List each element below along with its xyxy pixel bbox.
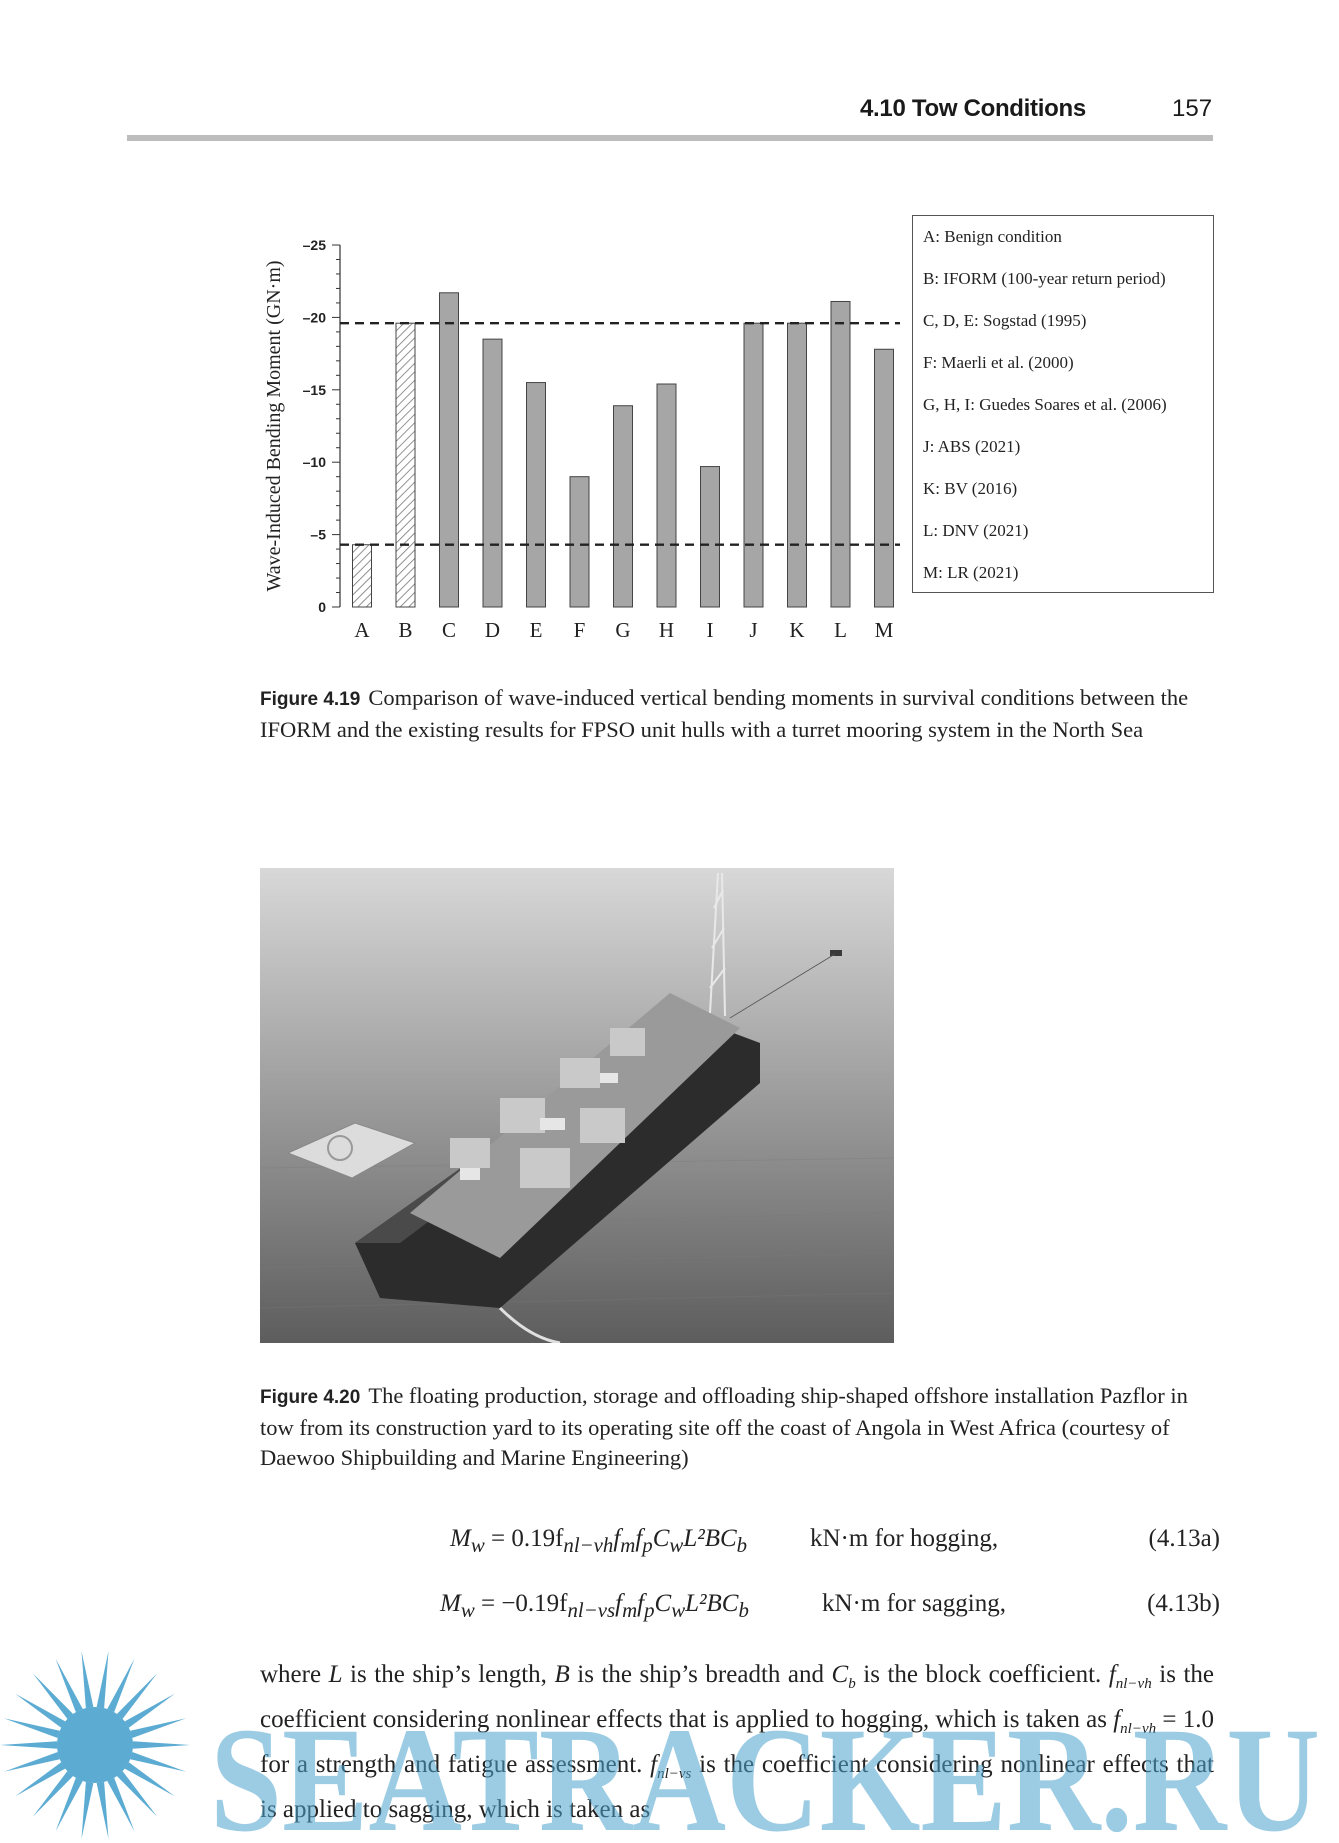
y-tick-label: –5 <box>310 526 326 543</box>
sun-ray-icon <box>4 1718 60 1738</box>
x-tick-label: C <box>441 618 457 642</box>
legend-item: L: DNV (2021) <box>923 521 1029 540</box>
running-header-section: 4.10 Tow Conditions <box>860 95 1086 122</box>
legend-item: K: BV (2016) <box>923 479 1018 498</box>
sun-ray-icon <box>97 1782 109 1839</box>
x-tick-label: A <box>354 618 370 642</box>
x-tick-label: B <box>398 618 413 642</box>
caption-text: The floating production, storage and offloading ship-shaped offshore installation Pazflor in tow from its construction yard to its operating site off the coast of Angola in West Africa (courtesy of Daewoo Shipbuilding and Marine Engineering) <box>260 1383 1188 1470</box>
sun-ray-icon <box>133 1741 190 1749</box>
equation-expression: $M_w = -0.19f_{nl-vs}f_mf_pC_wL^2BC_b$ <box>440 1590 749 1622</box>
sun-ray-icon <box>81 1651 93 1708</box>
bar-j <box>744 323 763 607</box>
sun-ray-icon <box>97 1651 109 1708</box>
y-tick-label: –25 <box>302 237 326 253</box>
equation-4-13a <box>440 1525 1220 1559</box>
legend-item: A: Benign condition <box>923 227 1062 246</box>
page-number: 157 <box>1172 95 1213 122</box>
x-tick-label: H <box>658 618 675 642</box>
x-tick-label: J <box>749 618 758 642</box>
y-tick-label: 0 <box>318 599 326 615</box>
figure-label: Figure 4.20 <box>260 1387 361 1408</box>
x-tick-label: M <box>874 618 894 642</box>
legend-item: J: ABS (2021) <box>923 437 1021 456</box>
sun-ray-icon <box>0 1741 57 1749</box>
y-tick-label: –20 <box>302 309 326 326</box>
legend-item: F: Maerli et al. (2000) <box>923 353 1074 372</box>
bar-d <box>483 339 502 607</box>
figure-4-20-caption <box>260 1381 1216 1473</box>
bar-k <box>788 323 807 607</box>
legend-item: G, H, I: Guedes Soares et al. (2006) <box>923 395 1167 414</box>
bar-l <box>831 301 850 607</box>
x-tick-label: G <box>615 618 631 642</box>
bar-i <box>701 467 720 607</box>
x-tick-label: F <box>573 618 586 642</box>
body-paragraph: where L is the ship’s length, B is the ship’s breadth and $C_b$ is the block coefficient. $f_{nl-vh}$ is the coefficient considering nonlinear effects that is applied to hogging, which is taken as $f_{nl-vh} = 1.0$ for a strength and fatigue assessment. $f_{nl-vs}$ is the coefficient considering nonlinear effects that is applied to sagging, which is taken as <box>260 1661 1214 1823</box>
caption-text: Comparison of wave-induced vertical bending moments in survival conditions between the IFORM and the existing results for FPSO unit hulls with a turret mooring system in the North Sea <box>260 685 1189 742</box>
legend-item: M: LR (2021) <box>923 563 1019 582</box>
bar-f <box>570 477 589 607</box>
watermark-text: SEATRACKER.RU <box>210 1697 1320 1843</box>
fpso-photo <box>260 868 894 1343</box>
bar-g <box>614 406 633 607</box>
bar-e <box>527 383 546 607</box>
bar-b <box>396 323 415 607</box>
x-tick-label: E <box>529 618 543 642</box>
y-tick-label: –15 <box>302 381 326 398</box>
x-tick-label: D <box>484 618 501 642</box>
equation-number: (4.13a) <box>1148 1525 1220 1552</box>
sun-disc-icon <box>57 1707 133 1783</box>
bar-h <box>657 384 676 607</box>
header-rule <box>127 135 1213 141</box>
y-axis-label: Wave-Induced Bending Moment (GN·m) <box>263 260 285 592</box>
sun-ray-icon <box>4 1752 60 1772</box>
figure-label: Figure 4.19 <box>260 689 361 710</box>
bending-moment-bar-chart <box>250 205 910 645</box>
x-tick-label: L <box>834 618 847 642</box>
sun-ray-icon <box>130 1718 186 1738</box>
equation-expression: $M_w = 0.19f_{nl-vh}f_mf_pC_wL^2BC_b$ <box>450 1525 748 1557</box>
bar-c <box>440 293 459 607</box>
seatracker-watermark <box>0 1630 1339 1843</box>
bar-m <box>875 349 894 607</box>
x-tick-label: I <box>706 618 714 642</box>
sun-ray-icon <box>130 1752 186 1772</box>
y-tick-label: –10 <box>302 454 326 471</box>
sun-ray-icon <box>81 1782 93 1839</box>
legend-item: B: IFORM (100-year return period) <box>923 269 1166 288</box>
chart-legend <box>912 215 1214 593</box>
equation-unit: kN·m for hogging, <box>810 1525 999 1552</box>
equation-number: (4.13b) <box>1147 1590 1220 1617</box>
equation-4-13b <box>440 1590 1220 1624</box>
equation-unit: kN·m for sagging, <box>822 1590 1006 1617</box>
figure-4-19-caption <box>260 683 1216 745</box>
bar-a <box>353 545 372 607</box>
x-tick-label: K <box>789 618 805 642</box>
legend-item: C, D, E: Sogstad (1995) <box>923 311 1087 330</box>
